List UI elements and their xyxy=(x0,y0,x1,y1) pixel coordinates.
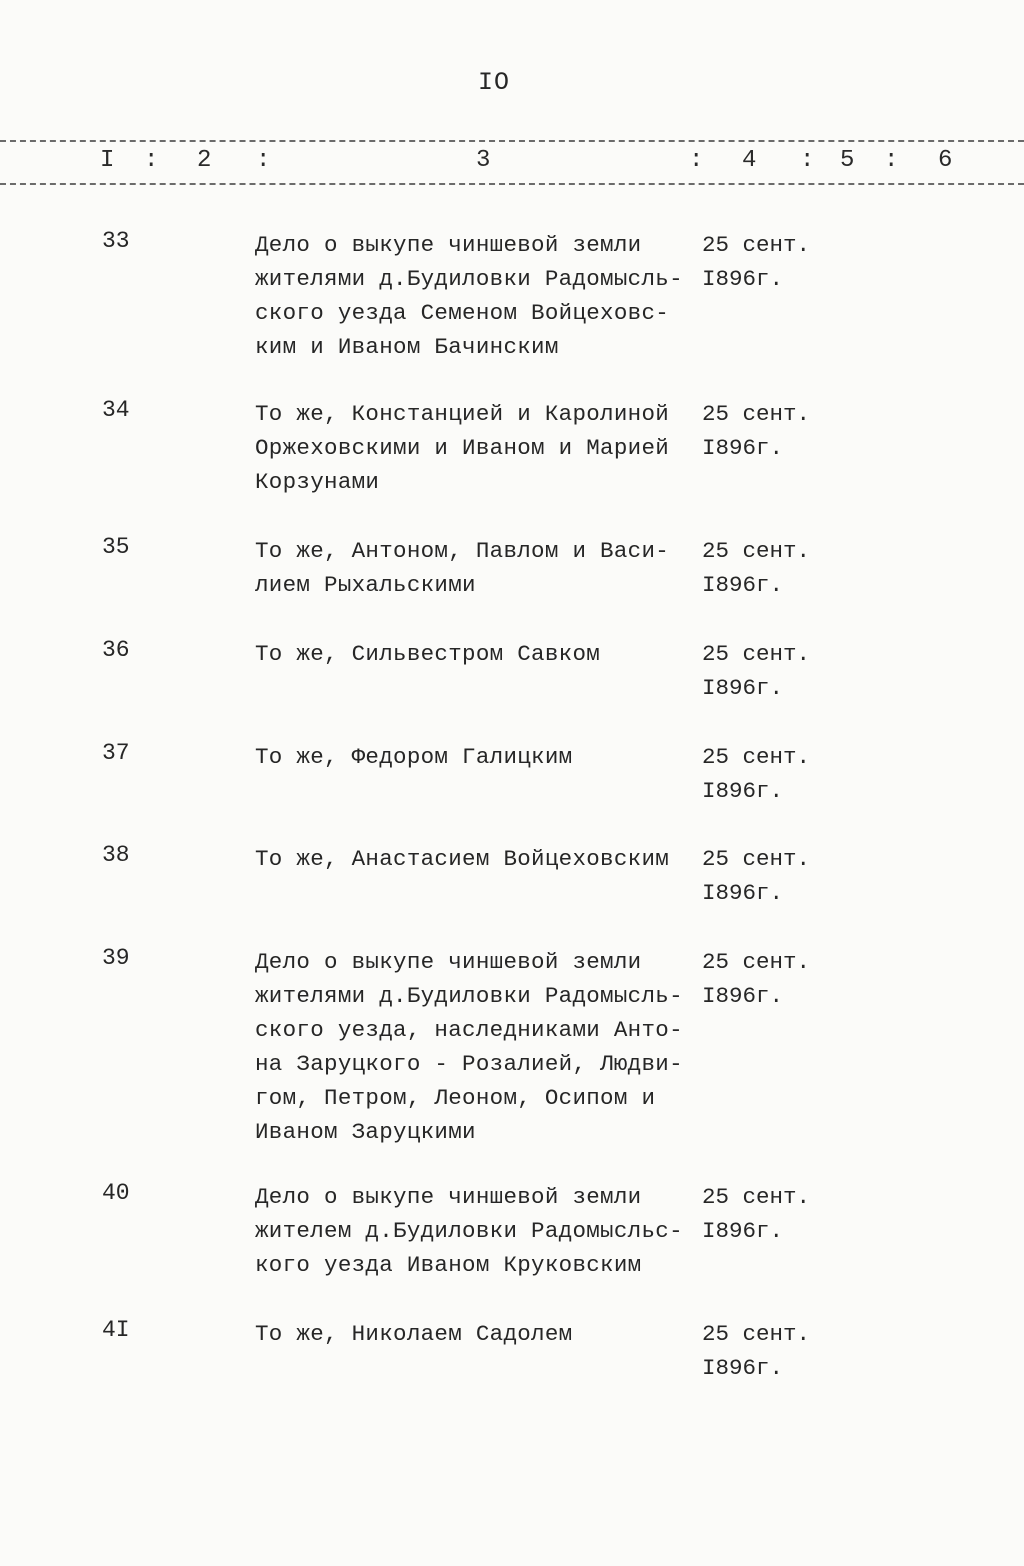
row-description: То же, Сильвестром Савком xyxy=(255,641,601,667)
row-number: 38 xyxy=(102,842,130,868)
column-header-4: 4 xyxy=(742,147,757,174)
row-date xyxy=(702,228,842,296)
row-description: То же, Николаем Садолем xyxy=(255,1321,573,1347)
row-number: 4I xyxy=(102,1317,130,1343)
row-date-day: 25 сент. xyxy=(702,232,811,258)
row-date-day: 25 сент. xyxy=(702,1184,811,1210)
header-bottom-rule xyxy=(0,183,1024,185)
row-date-day: 25 сент. xyxy=(702,846,811,872)
row-description: То же, Федором Галицким xyxy=(255,744,573,770)
row-date-day: 25 сент. xyxy=(702,538,811,564)
column-header-2: 2 xyxy=(197,147,212,174)
row-number: 37 xyxy=(102,740,130,766)
row-number: 33 xyxy=(102,228,130,254)
row-description: То же, Анастасием Войцеховским xyxy=(255,846,670,872)
column-separator: : xyxy=(144,147,159,174)
row-number: 35 xyxy=(102,534,130,560)
row-date-year: I896г. xyxy=(702,778,784,804)
row-date-day: 25 сент. xyxy=(702,949,811,975)
row-number: 39 xyxy=(102,945,130,971)
row-date xyxy=(702,534,842,602)
row-date xyxy=(702,1317,842,1385)
row-description: То же, Констанцией и Каролиной Оржеховскими и Иваном и Марией Корзунами xyxy=(255,401,670,495)
row-number: 34 xyxy=(102,397,130,423)
column-separator: : xyxy=(884,147,899,174)
row-date xyxy=(702,637,842,705)
column-header-3: 3 xyxy=(476,147,491,174)
row-date-year: I896г. xyxy=(702,266,784,292)
header-top-rule xyxy=(0,140,1024,142)
column-header-1: I xyxy=(100,147,115,174)
row-date xyxy=(702,1180,842,1248)
row-date-year: I896г. xyxy=(702,1355,784,1381)
row-description: То же, Антоном, Павлом и Васи- лием Рыхальскими xyxy=(255,538,670,598)
row-date xyxy=(702,842,842,910)
column-separator: : xyxy=(689,147,704,174)
page-number: IO xyxy=(478,68,511,97)
row-date-year: I896г. xyxy=(702,572,784,598)
row-date xyxy=(702,397,842,465)
row-number: 40 xyxy=(102,1180,130,1206)
row-date-year: I896г. xyxy=(702,880,784,906)
row-description: Дело о выкупе чиншевой земли жителями д.Будиловки Радомысль- ского уезда Семеном Войцеховс- ким и Иваном Бачинским xyxy=(255,232,683,360)
row-date-day: 25 сент. xyxy=(702,744,811,770)
row-date xyxy=(702,740,842,808)
row-number: 36 xyxy=(102,637,130,663)
row-description: Дело о выкупе чиншевой земли жителями д.Будиловки Радомысль- ского уезда, наследниками Анто- на Заруцкого - Розалией, Людви- гом, Петром, Леоном, Осипом и Иваном Заруцкими xyxy=(255,949,683,1145)
row-description: Дело о выкупе чиншевой земли жителем д.Будиловки Радомысльс- кого уезда Иваном Круковским xyxy=(255,1184,683,1278)
row-date-year: I896г. xyxy=(702,675,784,701)
row-date-day: 25 сент. xyxy=(702,641,811,667)
column-header-6: 6 xyxy=(938,147,953,174)
column-header-5: 5 xyxy=(840,147,855,174)
row-date-year: I896г. xyxy=(702,983,784,1009)
row-date-year: I896г. xyxy=(702,435,784,461)
row-date-year: I896г. xyxy=(702,1218,784,1244)
row-date-day: 25 сент. xyxy=(702,1321,811,1347)
column-separator: : xyxy=(800,147,815,174)
row-date-day: 25 сент. xyxy=(702,401,811,427)
column-separator: : xyxy=(256,147,271,174)
row-date xyxy=(702,945,842,1013)
